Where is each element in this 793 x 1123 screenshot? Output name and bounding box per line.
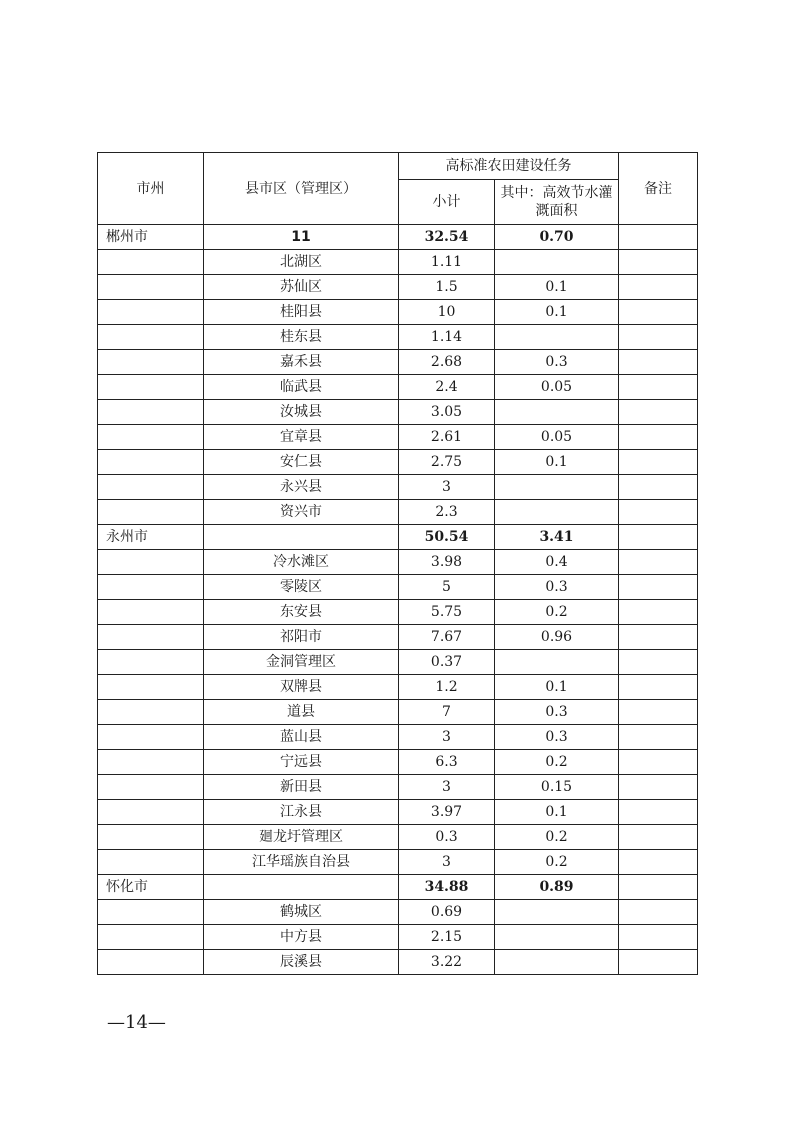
- header-city: 市州: [98, 153, 204, 225]
- county-cell: 冷水滩区: [204, 550, 399, 575]
- city-cell: 永州市: [98, 525, 204, 550]
- city-cell: [98, 350, 204, 375]
- county-cell: 零陵区: [204, 575, 399, 600]
- subtotal-cell: 3: [399, 725, 495, 750]
- subtotal-cell: 1.11: [399, 250, 495, 275]
- irrigation-cell: [495, 950, 619, 975]
- remark-cell: [619, 950, 698, 975]
- remark-cell: [619, 450, 698, 475]
- subtotal-cell: 10: [399, 300, 495, 325]
- subtotal-cell: 34.88: [399, 875, 495, 900]
- city-cell: [98, 775, 204, 800]
- city-cell: [98, 650, 204, 675]
- city-cell: [98, 450, 204, 475]
- city-cell: [98, 500, 204, 525]
- table-row: [98, 550, 698, 575]
- header-remark: 备注: [619, 153, 698, 225]
- county-cell: 北湖区: [204, 250, 399, 275]
- irrigation-cell: [495, 650, 619, 675]
- subtotal-cell: 50.54: [399, 525, 495, 550]
- irrigation-cell: [495, 475, 619, 500]
- table-row: [98, 800, 698, 825]
- remark-cell: [619, 875, 698, 900]
- subtotal-cell: 2.61: [399, 425, 495, 450]
- table-row: [98, 625, 698, 650]
- remark-cell: [619, 900, 698, 925]
- city-cell: 郴州市: [98, 225, 204, 250]
- city-cell: [98, 475, 204, 500]
- county-cell: 临武县: [204, 375, 399, 400]
- county-cell: 金洞管理区: [204, 650, 399, 675]
- city-cell: [98, 675, 204, 700]
- irrigation-cell: 0.05: [495, 375, 619, 400]
- city-cell: [98, 625, 204, 650]
- irrigation-cell: 0.1: [495, 675, 619, 700]
- page-number: —14—: [107, 1012, 166, 1033]
- subtotal-cell: 7.67: [399, 625, 495, 650]
- table-row: [98, 700, 698, 725]
- irrigation-cell: [495, 250, 619, 275]
- county-cell: [204, 525, 399, 550]
- city-cell: [98, 950, 204, 975]
- remark-cell: [619, 275, 698, 300]
- subtotal-cell: 5.75: [399, 600, 495, 625]
- city-cell: [98, 900, 204, 925]
- irrigation-cell: 0.2: [495, 750, 619, 775]
- city-cell: [98, 575, 204, 600]
- subtotal-cell: 3.22: [399, 950, 495, 975]
- table-row: [98, 275, 698, 300]
- county-cell: 双牌县: [204, 675, 399, 700]
- city-cell: [98, 325, 204, 350]
- city-summary-row: [98, 875, 698, 900]
- county-cell: [204, 875, 399, 900]
- table-row: [98, 375, 698, 400]
- table-row: [98, 325, 698, 350]
- city-cell: [98, 800, 204, 825]
- city-cell: [98, 925, 204, 950]
- remark-cell: [619, 725, 698, 750]
- table-row: [98, 725, 698, 750]
- county-cell: 江永县: [204, 800, 399, 825]
- remark-cell: [619, 500, 698, 525]
- table-row: [98, 650, 698, 675]
- city-cell: 怀化市: [98, 875, 204, 900]
- header-subtotal: 小计: [399, 180, 495, 225]
- remark-cell: [619, 850, 698, 875]
- remark-cell: [619, 525, 698, 550]
- table-row: [98, 775, 698, 800]
- county-cell: 11: [204, 225, 399, 250]
- header-county: 县市区（管理区）: [204, 153, 399, 225]
- subtotal-cell: 0.69: [399, 900, 495, 925]
- city-cell: [98, 850, 204, 875]
- county-cell: 廻龙圩管理区: [204, 825, 399, 850]
- subtotal-cell: 3.05: [399, 400, 495, 425]
- remark-cell: [619, 600, 698, 625]
- table-row: [98, 575, 698, 600]
- irrigation-cell: 0.96: [495, 625, 619, 650]
- remark-cell: [619, 300, 698, 325]
- irrigation-cell: [495, 925, 619, 950]
- subtotal-cell: 3.97: [399, 800, 495, 825]
- table-row: [98, 350, 698, 375]
- irrigation-cell: 0.3: [495, 350, 619, 375]
- county-cell: 中方县: [204, 925, 399, 950]
- remark-cell: [619, 650, 698, 675]
- remark-cell: [619, 475, 698, 500]
- table-row: [98, 600, 698, 625]
- subtotal-cell: 3: [399, 775, 495, 800]
- table-body: [98, 225, 698, 975]
- city-cell: [98, 700, 204, 725]
- city-cell: [98, 725, 204, 750]
- county-cell: 嘉禾县: [204, 350, 399, 375]
- irrigation-cell: [495, 400, 619, 425]
- county-cell: 桂阳县: [204, 300, 399, 325]
- remark-cell: [619, 225, 698, 250]
- subtotal-cell: 5: [399, 575, 495, 600]
- remark-cell: [619, 625, 698, 650]
- table-row: [98, 450, 698, 475]
- county-cell: 蓝山县: [204, 725, 399, 750]
- county-cell: 汝城县: [204, 400, 399, 425]
- subtotal-cell: 2.4: [399, 375, 495, 400]
- irrigation-cell: 0.2: [495, 850, 619, 875]
- county-cell: 鹤城区: [204, 900, 399, 925]
- table-row: [98, 400, 698, 425]
- table-row: [98, 900, 698, 925]
- remark-cell: [619, 550, 698, 575]
- county-cell: 安仁县: [204, 450, 399, 475]
- table-row: [98, 825, 698, 850]
- county-cell: 资兴市: [204, 500, 399, 525]
- county-cell: 辰溪县: [204, 950, 399, 975]
- remark-cell: [619, 400, 698, 425]
- city-cell: [98, 550, 204, 575]
- subtotal-cell: 3.98: [399, 550, 495, 575]
- table-row: [98, 950, 698, 975]
- city-cell: [98, 275, 204, 300]
- subtotal-cell: 2.68: [399, 350, 495, 375]
- table-row: [98, 300, 698, 325]
- irrigation-cell: 0.3: [495, 700, 619, 725]
- city-summary-row: [98, 225, 698, 250]
- task-table-container: [97, 152, 697, 975]
- city-cell: [98, 425, 204, 450]
- remark-cell: [619, 350, 698, 375]
- irrigation-cell: [495, 500, 619, 525]
- subtotal-cell: 0.37: [399, 650, 495, 675]
- irrigation-cell: 0.1: [495, 275, 619, 300]
- county-cell: 江华瑶族自治县: [204, 850, 399, 875]
- remark-cell: [619, 675, 698, 700]
- irrigation-cell: 0.15: [495, 775, 619, 800]
- farmland-task-table: [97, 152, 698, 975]
- subtotal-cell: 2.75: [399, 450, 495, 475]
- remark-cell: [619, 250, 698, 275]
- remark-cell: [619, 825, 698, 850]
- county-cell: 宜章县: [204, 425, 399, 450]
- city-summary-row: [98, 525, 698, 550]
- subtotal-cell: 1.14: [399, 325, 495, 350]
- table-row: [98, 675, 698, 700]
- subtotal-cell: 6.3: [399, 750, 495, 775]
- irrigation-cell: 0.70: [495, 225, 619, 250]
- city-cell: [98, 375, 204, 400]
- county-cell: 苏仙区: [204, 275, 399, 300]
- city-cell: [98, 750, 204, 775]
- irrigation-cell: 0.1: [495, 800, 619, 825]
- irrigation-cell: 3.41: [495, 525, 619, 550]
- city-cell: [98, 600, 204, 625]
- irrigation-cell: [495, 900, 619, 925]
- city-cell: [98, 250, 204, 275]
- subtotal-cell: 1.2: [399, 675, 495, 700]
- county-cell: 永兴县: [204, 475, 399, 500]
- remark-cell: [619, 750, 698, 775]
- county-cell: 新田县: [204, 775, 399, 800]
- city-cell: [98, 300, 204, 325]
- remark-cell: [619, 800, 698, 825]
- subtotal-cell: 0.3: [399, 825, 495, 850]
- table-row: [98, 925, 698, 950]
- city-cell: [98, 400, 204, 425]
- table-row: [98, 500, 698, 525]
- remark-cell: [619, 375, 698, 400]
- irrigation-cell: 0.89: [495, 875, 619, 900]
- subtotal-cell: 1.5: [399, 275, 495, 300]
- subtotal-cell: 3: [399, 475, 495, 500]
- remark-cell: [619, 325, 698, 350]
- header-task-group: 高标准农田建设任务: [399, 153, 619, 180]
- remark-cell: [619, 700, 698, 725]
- irrigation-cell: 0.1: [495, 450, 619, 475]
- subtotal-cell: 3: [399, 850, 495, 875]
- table-row: [98, 425, 698, 450]
- irrigation-cell: [495, 325, 619, 350]
- table-row: [98, 475, 698, 500]
- irrigation-cell: 0.1: [495, 300, 619, 325]
- county-cell: 宁远县: [204, 750, 399, 775]
- subtotal-cell: 2.3: [399, 500, 495, 525]
- remark-cell: [619, 575, 698, 600]
- remark-cell: [619, 425, 698, 450]
- county-cell: 道县: [204, 700, 399, 725]
- subtotal-cell: 2.15: [399, 925, 495, 950]
- table-row: [98, 850, 698, 875]
- table-header: [98, 153, 698, 225]
- table-row: [98, 750, 698, 775]
- subtotal-cell: 32.54: [399, 225, 495, 250]
- subtotal-cell: 7: [399, 700, 495, 725]
- irrigation-cell: 0.2: [495, 600, 619, 625]
- header-irrigation: 其中：高效节水灌溉面积: [495, 180, 619, 225]
- county-cell: 桂东县: [204, 325, 399, 350]
- table-row: [98, 250, 698, 275]
- remark-cell: [619, 775, 698, 800]
- county-cell: 祁阳市: [204, 625, 399, 650]
- irrigation-cell: 0.4: [495, 550, 619, 575]
- irrigation-cell: 0.3: [495, 725, 619, 750]
- irrigation-cell: 0.05: [495, 425, 619, 450]
- county-cell: 东安县: [204, 600, 399, 625]
- city-cell: [98, 825, 204, 850]
- irrigation-cell: 0.2: [495, 825, 619, 850]
- remark-cell: [619, 925, 698, 950]
- irrigation-cell: 0.3: [495, 575, 619, 600]
